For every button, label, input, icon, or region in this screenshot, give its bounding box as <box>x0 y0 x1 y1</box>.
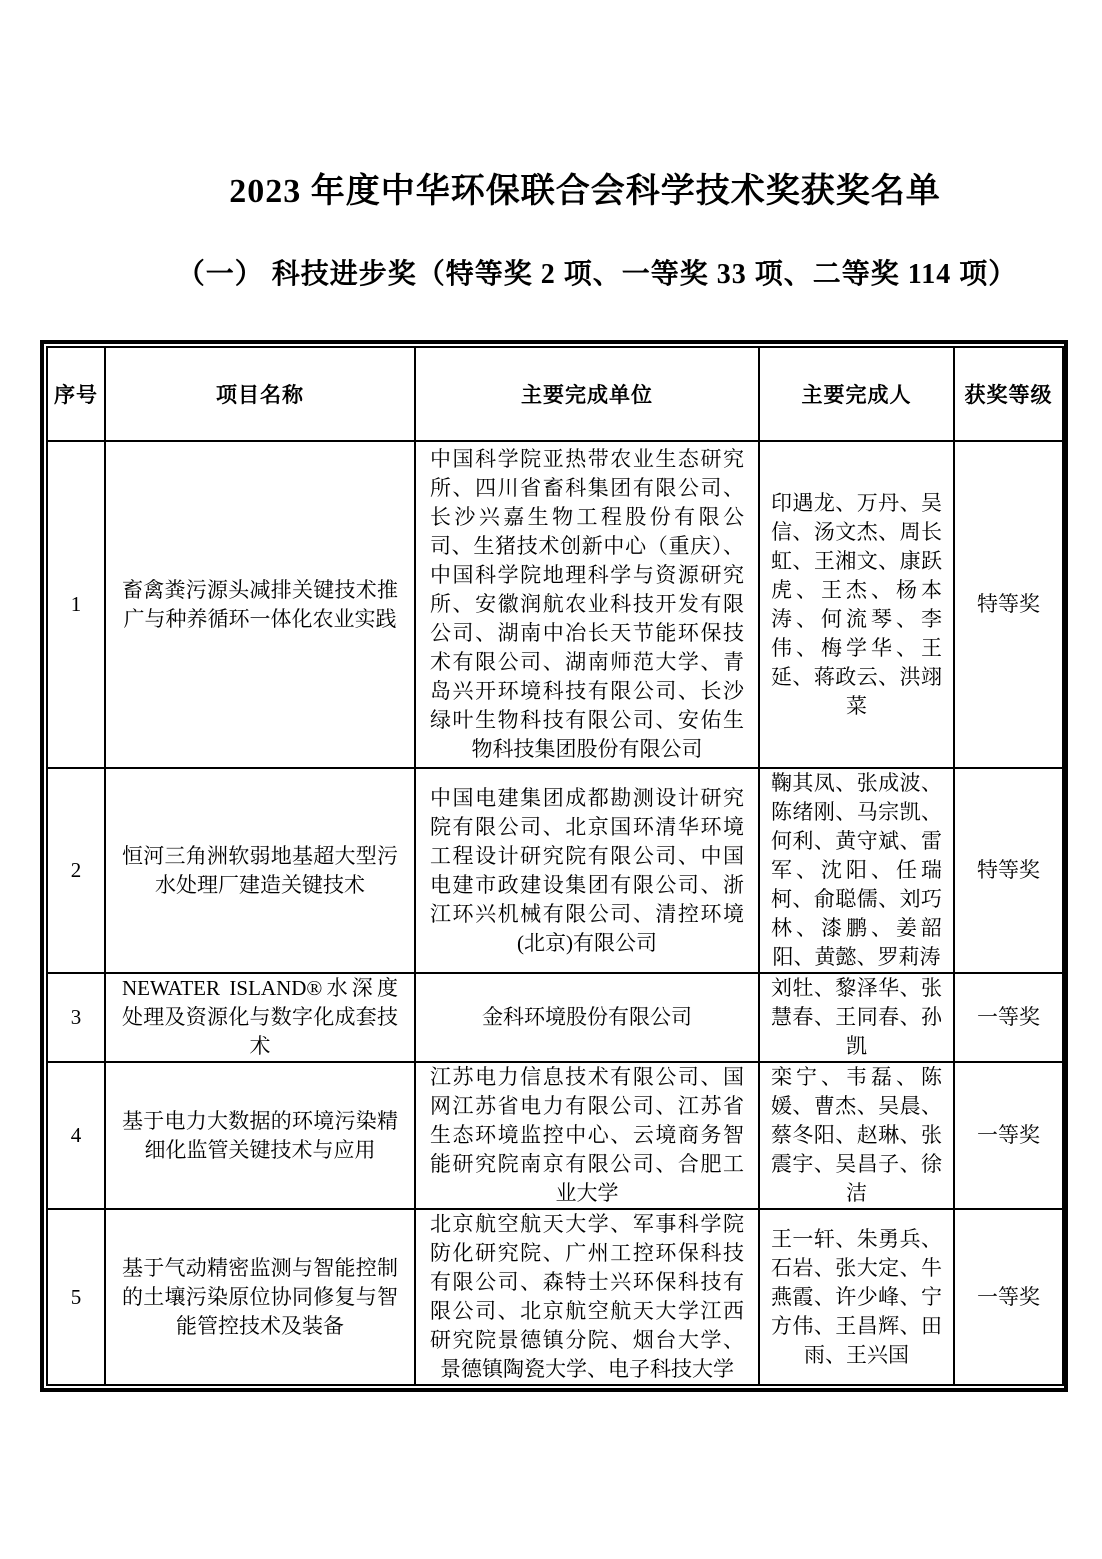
table-row <box>47 768 1063 973</box>
cell-project: 基于电力大数据的环境污染精细化监管关键技术与应用 <box>105 1062 415 1209</box>
cell-people: 鞠其凤、张成波、陈绪刚、马宗凯、何利、黄守斌、雷军、沈阳、任瑞柯、俞聪儒、刘巧林、漆鹏、姜韶阳、黄懿、罗莉涛 <box>759 768 954 973</box>
section-heading: （一） 科技进步奖（特等奖 2 项、一等奖 33 项、二等奖 114 项） <box>176 259 1018 290</box>
cell-award: 一等奖 <box>954 1062 1063 1209</box>
col-header-people: 主要完成人 <box>759 347 954 441</box>
cell-units: 金科环境股份有限公司 <box>415 973 759 1062</box>
cell-units: 中国电建集团成都勘测设计研究院有限公司、北京国环清华环境工程设计研究院有限公司、中国电建市政建设集团有限公司、浙江环兴机械有限公司、清控环境(北京)有限公司 <box>415 768 759 973</box>
cell-project: NEWATER ISLAND®水深度处理及资源化与数字化成套技术 <box>105 973 415 1062</box>
cell-award: 一等奖 <box>954 973 1063 1062</box>
cell-index: 3 <box>47 973 105 1062</box>
cell-award: 特等奖 <box>954 441 1063 768</box>
table-row <box>47 1062 1063 1209</box>
cell-people: 王一轩、朱勇兵、石岩、张大定、牛燕霞、许少峰、宁方伟、王昌辉、田雨、王兴国 <box>759 1209 954 1385</box>
cell-project: 恒河三角洲软弱地基超大型污水处理厂建造关键技术 <box>105 768 415 973</box>
table-header-row <box>47 347 1063 441</box>
cell-units: 中国科学院亚热带农业生态研究所、四川省畜科集团有限公司、长沙兴嘉生物工程股份有限公司、生猪技术创新中心（重庆）、中国科学院地理科学与资源研究所、安徽润航农业科技开发有限公司、湖南中冶长天节能环保技术有限公司、湖南师范大学、青岛兴开环境科技有限公司、长沙绿叶生物科技有限公司、安佑生物科技集团股份有限公司 <box>415 441 759 768</box>
page-title: 2023 年度中华环保联合会科学技术奖获奖名单 <box>229 173 941 210</box>
cell-people: 刘牡、黎泽华、张慧春、王同春、孙凯 <box>759 973 954 1062</box>
col-header-project: 项目名称 <box>105 347 415 441</box>
cell-units: 江苏电力信息技术有限公司、国网江苏省电力有限公司、江苏省生态环境监控中心、云境商务智能研究院南京有限公司、合肥工业大学 <box>415 1062 759 1209</box>
table-row <box>47 1209 1063 1385</box>
cell-people: 栾宁、韦磊、陈媛、曹杰、吴晨、蔡冬阳、赵琳、张震宇、吴昌子、徐洁 <box>759 1062 954 1209</box>
cell-project: 畜禽粪污源头减排关键技术推广与种养循环一体化农业实践 <box>105 441 415 768</box>
cell-people: 印遇龙、万丹、吴信、汤文杰、周长虹、王湘文、康跃虎、王杰、杨本涛、何流琴、李伟、梅学华、王延、蒋政云、洪翊菜 <box>759 441 954 768</box>
awards-table-border <box>40 340 1068 1392</box>
cell-index: 1 <box>47 441 105 768</box>
col-header-index: 序号 <box>47 347 105 441</box>
table-row <box>47 973 1063 1062</box>
awards-table <box>46 346 1064 1386</box>
cell-index: 2 <box>47 768 105 973</box>
cell-index: 4 <box>47 1062 105 1209</box>
col-header-award: 获奖等级 <box>954 347 1063 441</box>
cell-index: 5 <box>47 1209 105 1385</box>
col-header-units: 主要完成单位 <box>415 347 759 441</box>
cell-project: 基于气动精密监测与智能控制的土壤污染原位协同修复与智能管控技术及装备 <box>105 1209 415 1385</box>
cell-award: 特等奖 <box>954 768 1063 973</box>
cell-award: 一等奖 <box>954 1209 1063 1385</box>
table-row <box>47 441 1063 768</box>
cell-units: 北京航空航天大学、军事科学院防化研究院、广州工控环保科技有限公司、森特士兴环保科技有限公司、北京航空航天大学江西研究院景德镇分院、烟台大学、景德镇陶瓷大学、电子科技大学 <box>415 1209 759 1385</box>
